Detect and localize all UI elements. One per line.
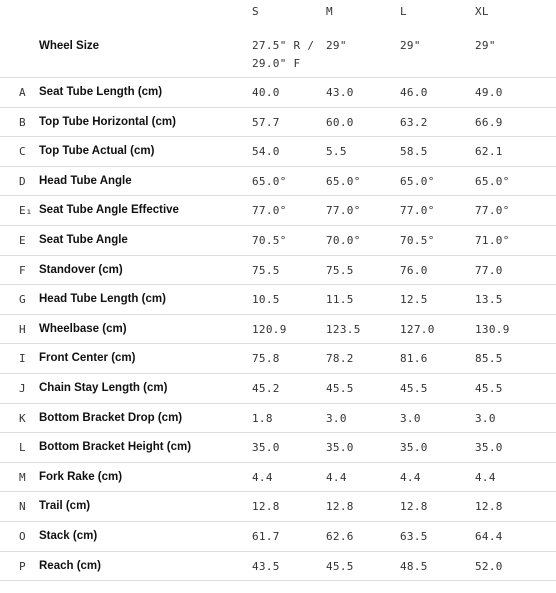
value-m: 60.0 — [326, 115, 354, 129]
row-letter: P — [19, 559, 26, 573]
value-xl: 3.0 — [475, 411, 496, 425]
value-s: 65.0° — [252, 174, 287, 188]
table-row — [0, 315, 556, 345]
value-s: 70.5° — [252, 233, 287, 247]
value-l: 58.5 — [400, 145, 428, 159]
measurement-rows — [0, 78, 556, 581]
value-l: 65.0° — [400, 174, 435, 188]
value-m: 123.5 — [326, 322, 361, 336]
table-row — [0, 463, 556, 493]
value-m: 5.5 — [326, 145, 347, 159]
value-xl: 45.5 — [475, 381, 503, 395]
value-m: 12.8 — [326, 500, 354, 514]
value-l: 12.5 — [400, 293, 428, 307]
size-header-m: M — [326, 5, 333, 18]
table-row — [0, 344, 556, 374]
value-s: 1.8 — [252, 411, 273, 425]
table-row — [0, 167, 556, 197]
row-letter: G — [19, 293, 26, 307]
row-letter: H — [19, 322, 26, 336]
value-l: 46.0 — [400, 86, 428, 99]
value-xl: 4.4 — [475, 470, 496, 484]
row-label: Seat Tube Angle Effective — [39, 204, 179, 217]
value-s: 40.0 — [252, 86, 280, 99]
value-s: 120.9 — [252, 322, 287, 336]
value-xl: 62.1 — [475, 145, 503, 159]
value-xl: 29" — [475, 39, 496, 52]
value-xl: 12.8 — [475, 500, 503, 514]
value-l: 63.2 — [400, 115, 428, 129]
row-letter: E — [19, 233, 26, 247]
value-s: 45.2 — [252, 381, 280, 395]
table-row — [0, 492, 556, 522]
value-s: 57.7 — [252, 115, 280, 129]
row-label: Bottom Bracket Height (cm) — [39, 441, 192, 454]
value-l: 127.0 — [400, 322, 435, 336]
row-label: Wheel Size — [39, 40, 100, 52]
size-header-l: L — [400, 5, 407, 18]
value-xl: 85.5 — [475, 352, 503, 366]
row-letter: M — [19, 470, 26, 484]
value-s: 12.8 — [252, 500, 280, 514]
row-label: Trail (cm) — [39, 500, 91, 513]
value-xl: 77.0 — [475, 263, 503, 277]
row-letter: F — [19, 263, 26, 277]
value-xl: 35.0 — [475, 441, 503, 455]
value-s: 35.0 — [252, 441, 280, 455]
value-m: 77.0° — [326, 204, 361, 218]
value-s: 54.0 — [252, 145, 280, 159]
table-row — [0, 404, 556, 434]
value-m: 29" — [326, 39, 347, 52]
table-row — [0, 433, 556, 463]
table-row — [0, 108, 556, 138]
value-m: 62.6 — [326, 529, 354, 543]
value-xl: 13.5 — [475, 293, 503, 307]
value-l: 76.0 — [400, 263, 428, 277]
value-l: 35.0 — [400, 441, 428, 455]
table-row — [0, 522, 556, 552]
value-m: 45.5 — [326, 381, 354, 395]
row-letter: A — [19, 86, 26, 99]
value-m: 45.5 — [326, 559, 354, 573]
value-s: 77.0° — [252, 204, 287, 218]
value-xl: 71.0° — [475, 233, 510, 247]
row-letter: I — [19, 352, 26, 366]
value-m: 78.2 — [326, 352, 354, 366]
wheel-size-row — [0, 30, 556, 78]
row-label: Seat Tube Angle — [39, 233, 128, 246]
value-m: 43.0 — [326, 86, 354, 99]
table-row — [0, 78, 556, 108]
row-letter: O — [19, 529, 26, 543]
row-label: Top Tube Horizontal (cm) — [39, 115, 176, 128]
table-row — [0, 196, 556, 226]
row-label: Seat Tube Length (cm) — [39, 86, 163, 98]
value-xl: 65.0° — [475, 174, 510, 188]
value-s: 10.5 — [252, 293, 280, 307]
value-xl: 66.9 — [475, 115, 503, 129]
value-m: 75.5 — [326, 263, 354, 277]
header-row — [0, 0, 556, 30]
row-letter: K — [19, 411, 26, 425]
row-label: Stack (cm) — [39, 529, 98, 542]
value-l: 12.8 — [400, 500, 428, 514]
value-xl: 64.4 — [475, 529, 503, 543]
table-row — [0, 137, 556, 167]
value-l: 81.6 — [400, 352, 428, 366]
value-l: 48.5 — [400, 559, 428, 573]
row-letter: L — [19, 441, 26, 455]
value-m: 3.0 — [326, 411, 347, 425]
row-label: Standover (cm) — [39, 263, 123, 276]
row-label: Head Tube Angle — [39, 174, 132, 187]
size-header-s: S — [252, 5, 259, 18]
value-l: 45.5 — [400, 381, 428, 395]
value-s: 43.5 — [252, 559, 280, 573]
row-label: Fork Rake (cm) — [39, 470, 123, 483]
row-letter: C — [19, 145, 26, 159]
value-xl: 77.0° — [475, 204, 510, 218]
value-l: 29" — [400, 39, 421, 52]
value-l: 77.0° — [400, 204, 435, 218]
table-row — [0, 226, 556, 256]
value-m: 35.0 — [326, 441, 354, 455]
size-header-xl: XL — [475, 5, 489, 18]
row-label: Head Tube Length (cm) — [39, 293, 166, 306]
row-label: Top Tube Actual (cm) — [39, 145, 155, 158]
row-label: Chain Stay Length (cm) — [39, 381, 168, 394]
value-m: 4.4 — [326, 470, 347, 484]
row-letter: B — [19, 115, 26, 129]
value-s: 75.5 — [252, 263, 280, 277]
row-label: Front Center (cm) — [39, 352, 136, 365]
value-l: 63.5 — [400, 529, 428, 543]
table-row — [0, 552, 556, 582]
value-m: 11.5 — [326, 293, 354, 307]
value-l: 70.5° — [400, 233, 435, 247]
value-xl: 130.9 — [475, 322, 510, 336]
table-row — [0, 285, 556, 315]
value-l: 4.4 — [400, 470, 421, 484]
row-label: Wheelbase (cm) — [39, 322, 127, 335]
table-row — [0, 256, 556, 286]
row-letter: J — [19, 381, 26, 395]
row-label: Bottom Bracket Drop (cm) — [39, 411, 183, 424]
row-letter: N — [19, 500, 26, 514]
row-letter: D — [19, 174, 26, 188]
value-s: 75.8 — [252, 352, 280, 366]
row-label: Reach (cm) — [39, 559, 101, 572]
value-xl: 49.0 — [475, 86, 503, 99]
value-m: 65.0° — [326, 174, 361, 188]
value-xl: 52.0 — [475, 559, 503, 573]
value-l: 3.0 — [400, 411, 421, 425]
value-m: 70.0° — [326, 233, 361, 247]
row-letter: E₁ — [19, 204, 33, 218]
value-s: 27.5" R / 29.0" F — [252, 39, 315, 70]
value-s: 61.7 — [252, 529, 280, 543]
table-row — [0, 374, 556, 404]
value-s: 4.4 — [252, 470, 273, 484]
